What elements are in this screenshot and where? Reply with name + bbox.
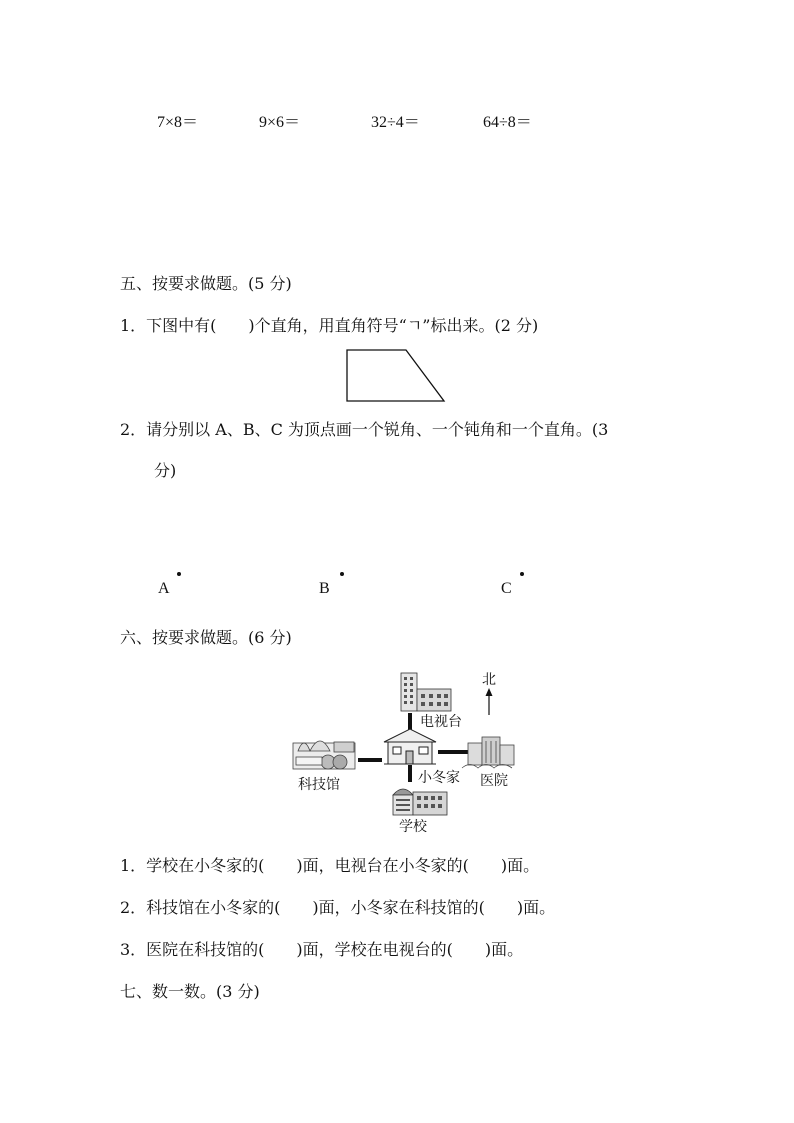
map-label-north: 北 xyxy=(482,672,496,688)
map-label-tv-station: 电视台 xyxy=(420,714,462,730)
section6-title: 六、按要求做题。(6 分) xyxy=(120,628,292,647)
trapezoid-figure xyxy=(340,344,450,406)
map-label-school: 学校 xyxy=(399,819,427,835)
equation-1: 7×8＝ xyxy=(157,114,199,131)
home-house-icon xyxy=(384,729,436,764)
point-label-c: C xyxy=(501,580,512,597)
section5-question-2: 2．请分别以 A、B、C 为顶点画一个锐角、一个钝角和一个直角。(3 xyxy=(120,420,609,439)
science-museum-building xyxy=(293,741,355,769)
section7-title: 七、数一数。(3 分) xyxy=(120,982,260,1001)
point-label-a: A xyxy=(158,580,170,597)
point-label-b: B xyxy=(319,580,330,597)
point-b xyxy=(340,572,344,576)
tv-station-building xyxy=(401,673,451,711)
section5-title: 五、按要求做题。(5 分) xyxy=(120,274,292,293)
section6-question-3: 3．医院在科技馆的( )面，学校在电视台的( )面。 xyxy=(120,940,524,959)
section5-question-2-cont: 分) xyxy=(154,461,177,480)
direction-map xyxy=(290,665,530,840)
point-a xyxy=(177,572,181,576)
map-label-home: 小冬家 xyxy=(418,770,460,786)
school-building xyxy=(393,789,447,815)
hospital-building xyxy=(462,737,514,768)
equation-3: 32÷4＝ xyxy=(371,114,420,131)
section5-question-1: 1．下图中有( )个直角，用直角符号“ㄱ”标出来。(2 分) xyxy=(120,316,539,335)
map-label-hospital: 医院 xyxy=(480,773,508,789)
equation-4: 64÷8＝ xyxy=(483,114,532,131)
section6-question-1: 1．学校在小冬家的( )面，电视台在小冬家的( )面。 xyxy=(120,856,540,875)
point-c xyxy=(520,572,524,576)
equation-2: 9×6＝ xyxy=(259,114,301,131)
section6-question-2: 2．科技馆在小冬家的( )面，小冬家在科技馆的( )面。 xyxy=(120,898,556,917)
map-label-science-museum: 科技馆 xyxy=(298,777,340,793)
